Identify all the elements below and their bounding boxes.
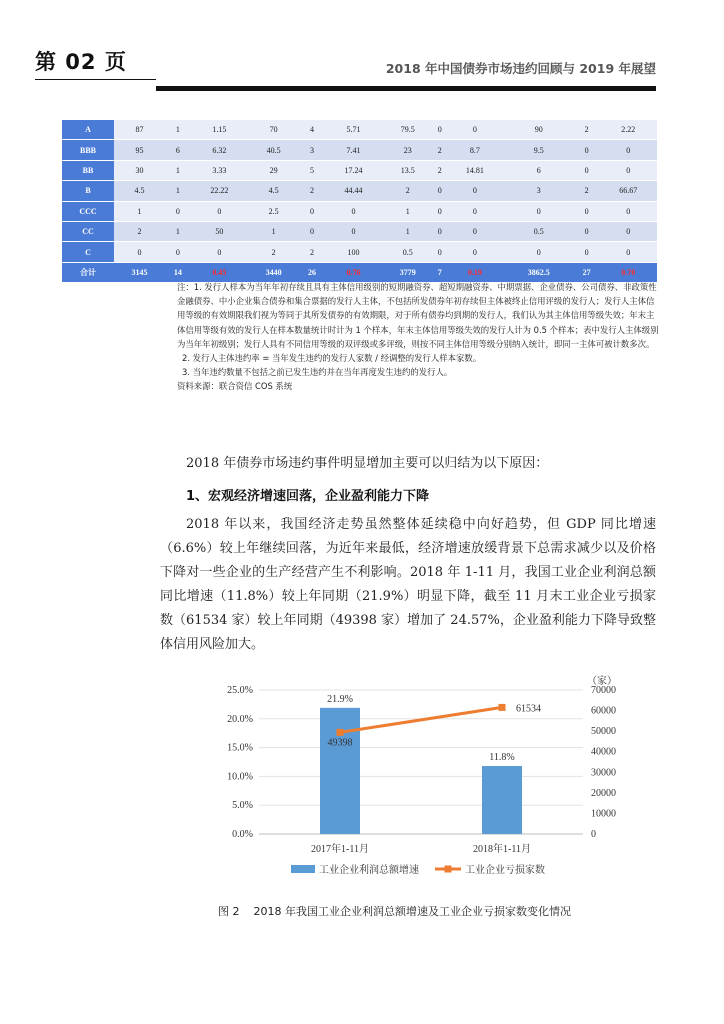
legend-label: 工业企业利润总额增速 (319, 865, 419, 876)
table-cell: 0 (446, 201, 503, 221)
table-cell: 5.71 (325, 120, 382, 140)
total-cell: 27 (574, 262, 600, 282)
table-cell: 2 (574, 120, 600, 140)
right-axis-tick-label: 60000 (591, 705, 616, 717)
table-cell: 0 (446, 181, 503, 201)
header-rule-thin (35, 79, 156, 80)
table-cell: 44.44 (325, 181, 382, 201)
source-note: 资料来源：联合资信 COS 系统 (177, 381, 293, 392)
section-heading: 1、宏观经济增速回落，企业盈利能力下降 (186, 489, 430, 504)
right-axis-tick-label: 0 (591, 829, 596, 840)
table-cell: 70 (248, 120, 299, 140)
table-cell: 23 (382, 140, 433, 160)
right-axis-tick-label: 20000 (591, 787, 616, 799)
table-row (62, 242, 657, 262)
table-cell: 3 (299, 140, 325, 160)
grade-cell: BBB (62, 140, 114, 160)
table-cell: 4 (299, 120, 325, 140)
table-cell: 0.5 (504, 221, 574, 241)
table-cell: 22.22 (191, 181, 248, 201)
total-cell: 14 (165, 262, 191, 282)
table-cell: 50 (191, 221, 248, 241)
table-cell: 2 (574, 181, 600, 201)
table-cell: 0 (114, 242, 165, 262)
table-cell: 3.33 (191, 160, 248, 180)
table-cell: 9.5 (504, 140, 574, 160)
bar-data-label: 11.8% (489, 752, 515, 764)
table-cell: 2 (433, 140, 446, 160)
left-axis-tick-label: 15.0% (227, 742, 253, 754)
table-cell: 0 (504, 242, 574, 262)
table-cell: 2.5 (248, 201, 299, 221)
table-cell: 0 (165, 201, 191, 221)
table-cell: 0 (446, 120, 503, 140)
table-cell: 1 (114, 201, 165, 221)
table-cell: 1 (165, 120, 191, 140)
left-axis-tick-label: 0.0% (232, 829, 253, 840)
table-cell: 0.5 (382, 242, 433, 262)
right-axis-tick-label: 50000 (591, 726, 616, 738)
table-cell: 1.15 (191, 120, 248, 140)
grade-cell: B (62, 181, 114, 201)
table-row (62, 181, 657, 201)
table-cell: 1 (165, 221, 191, 241)
table-cell: 0 (165, 242, 191, 262)
total-cell: 26 (299, 262, 325, 282)
table-cell: 2 (299, 181, 325, 201)
table-cell: 1 (248, 221, 299, 241)
table-row (62, 201, 657, 221)
table-cell: 29 (248, 160, 299, 180)
table-cell: 6 (504, 160, 574, 180)
table-cell: 3 (504, 181, 574, 201)
table-cell: 0 (574, 160, 600, 180)
table-cell: 1 (165, 181, 191, 201)
table-cell: 0 (433, 181, 446, 201)
header-rule-thick (156, 86, 656, 91)
grade-cell: CC (62, 221, 114, 241)
table-cell: 0 (299, 201, 325, 221)
table-cell: 79.5 (382, 120, 433, 140)
line-data-label: 49398 (327, 737, 353, 749)
table-row (62, 160, 657, 180)
x-axis-tick-label: 2017年1-11月 (311, 844, 369, 855)
figure-caption-text: 2018 年我国工业企业利润总额增速及工业企业亏损家数变化情况 (253, 905, 571, 918)
table-cell: 0 (191, 242, 248, 262)
left-axis-tick-label: 25.0% (227, 685, 253, 696)
table-cell: 0 (599, 201, 657, 221)
table-cell: 0 (433, 242, 446, 262)
x-axis-tick-label: 2018年1-11月 (473, 844, 531, 855)
total-cell: 0.45 (191, 262, 248, 282)
table-cell: 0 (446, 221, 503, 241)
intro-sentence: 2018 年债券市场违约事件明显增加主要可以归结为以下原因： (186, 456, 549, 471)
table-cell: 100 (325, 242, 382, 262)
table-cell: 0 (574, 201, 600, 221)
note-3: 3. 当年违约数量不包括之前已发生违约并在当年再度发生违约的发行人。 (182, 367, 453, 378)
total-cell: 3145 (114, 262, 165, 282)
table-cell: 0 (446, 242, 503, 262)
table-cell: 6 (165, 140, 191, 160)
right-axis-tick-label: 70000 (591, 685, 616, 696)
right-axis-tick-label: 40000 (591, 746, 616, 758)
table-cell: 0 (599, 140, 657, 160)
table-cell: 13.5 (382, 160, 433, 180)
table-row (62, 221, 657, 241)
grade-cell: A (62, 120, 114, 140)
note-1: 注：1. 发行人样本为当年年初存续且具有主体信用级别的短期融资券、超短期融资券、中期票据、企业债券、公司债券、非政策性金融债券、中小企业集合债券和集合票据的发行人主体，不包括所发债券年初存续但主体被终止信用评级的发行人；发行人主体信用等级的有效期限我们视为等同于其所发债券的有效期限，对于所有债券均到期的发行人，我们认为其主体信用等级失效；年末主体信用等级有效的发行人在样本数量统计时计为 1 个样本，年末主体信用等级失效的发行人计为 0.5 个样本；表中发行人主体级别为当年年初级别；发行人具有不同信用等级的双评级或多评级，则按不同主体信用等级分别纳入统计，即同一主体可被计数多次。 (177, 282, 659, 349)
table-cell: 0 (574, 242, 600, 262)
table-cell: 1 (382, 201, 433, 221)
grade-cell: BB (62, 160, 114, 180)
table-row (62, 140, 657, 160)
table-cell: 66.67 (599, 181, 657, 201)
legend-marker (445, 866, 452, 873)
table-cell: 0 (325, 201, 382, 221)
table-cell: 0 (433, 221, 446, 241)
right-axis-tick-label: 30000 (591, 767, 616, 779)
chart-container (193, 672, 629, 892)
table-cell: 87 (114, 120, 165, 140)
table-cell: 30 (114, 160, 165, 180)
figure-number: 图 2 (218, 905, 240, 918)
line-point (499, 704, 506, 711)
table-cell: 0 (599, 242, 657, 262)
table-cell: 0 (325, 221, 382, 241)
total-cell: 3779 (382, 262, 433, 282)
table-cell: 2 (114, 221, 165, 241)
legend-label: 工业企业亏损家数 (465, 865, 545, 876)
left-axis-tick-label: 20.0% (227, 713, 253, 725)
figure-caption (218, 903, 585, 919)
line-data-label: 61534 (516, 703, 541, 715)
table-row (62, 120, 657, 140)
table-notes (177, 280, 661, 394)
total-cell: 3440 (248, 262, 299, 282)
bar (482, 766, 522, 834)
table-cell: 1 (165, 160, 191, 180)
table-cell: 0 (574, 221, 600, 241)
table-cell: 2 (382, 181, 433, 201)
line-point (337, 729, 344, 736)
table-cell: 0 (574, 140, 600, 160)
default-rate-table (62, 120, 657, 283)
total-cell: 0.70 (599, 262, 657, 282)
table-cell: 4.5 (114, 181, 165, 201)
left-axis-tick-label: 10.0% (227, 771, 253, 783)
bar-data-label: 21.9% (327, 693, 353, 705)
page-label: 第 02 页 (35, 50, 127, 74)
table-cell: 14.81 (446, 160, 503, 180)
report-title: 2018 年中国债券市场违约回顾与 2019 年展望 (385, 61, 656, 76)
combo-chart (193, 672, 629, 892)
table-cell: 0 (599, 221, 657, 241)
table-cell: 95 (114, 140, 165, 160)
table-cell: 2 (248, 242, 299, 262)
note-2: 2. 发行人主体违约率 = 当年发生违约的发行人家数 / 经调整的发行人样本家数。 (182, 353, 482, 364)
total-cell: 3862.5 (504, 262, 574, 282)
table-cell: 6.32 (191, 140, 248, 160)
table-cell: 40.5 (248, 140, 299, 160)
body-paragraph: 2018 年以来，我国经济走势虽然整体延续稳中向好趋势，但 GDP 同比增速（6.6%）较上年继续回落，为近年来最低，经济增速放缓背景下总需求减少以及价格下降对一些企业的生产经营产生不利影响。2018 年 1-11 月，我国工业企业利润总额同比增速（11.8%）较上年同期（21.9%）明显下降，截至 11 月末工业企业亏损家数（61534 家）较上年同期（49398 家）增加了 24.57%，企业盈利能力下降导致整体信用风险加大。 (160, 517, 656, 652)
right-axis-tick-label: 10000 (591, 808, 616, 820)
table-cell: 4.5 (248, 181, 299, 201)
grade-cell: CCC (62, 201, 114, 221)
total-label: 合计 (62, 262, 114, 282)
legend-swatch-bar (291, 865, 315, 873)
table-cell: 2 (433, 160, 446, 180)
table-cell: 1 (382, 221, 433, 241)
table-cell: 0 (191, 201, 248, 221)
table-cell: 0 (433, 201, 446, 221)
table-cell: 8.7 (446, 140, 503, 160)
total-cell: 7 (433, 262, 446, 282)
total-cell: 0.76 (325, 262, 382, 282)
grade-cell: C (62, 242, 114, 262)
table-cell: 2.22 (599, 120, 657, 140)
right-axis-unit: （家） (587, 676, 617, 687)
series-line (340, 707, 502, 732)
table-cell: 0 (599, 160, 657, 180)
table-cell: 5 (299, 160, 325, 180)
table-cell: 7.41 (325, 140, 382, 160)
table-cell: 17.24 (325, 160, 382, 180)
table-cell: 90 (504, 120, 574, 140)
table-cell: 0 (504, 201, 574, 221)
bar (320, 708, 360, 834)
table-cell: 0 (299, 221, 325, 241)
total-cell: 0.19 (446, 262, 503, 282)
table-cell: 2 (299, 242, 325, 262)
table-cell: 0 (433, 120, 446, 140)
left-axis-tick-label: 5.0% (232, 800, 253, 812)
